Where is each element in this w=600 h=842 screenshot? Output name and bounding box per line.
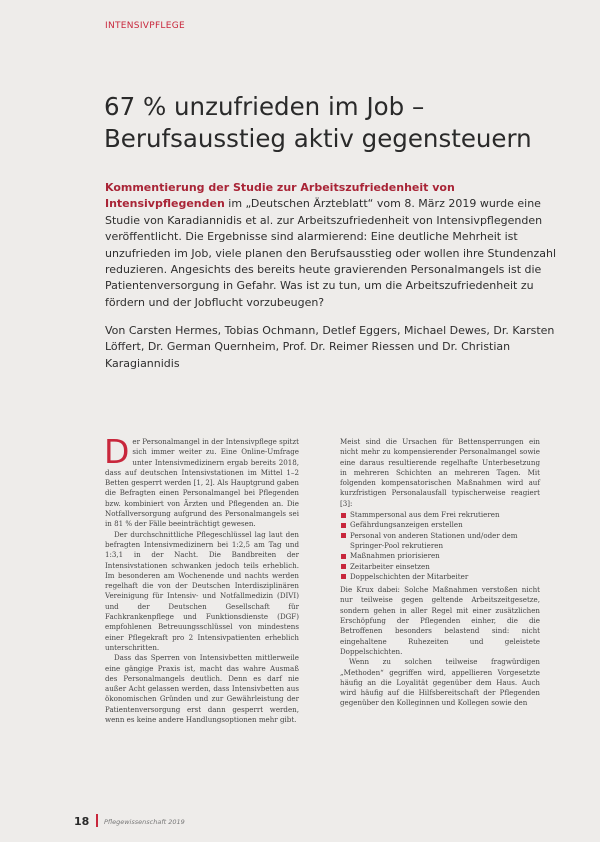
page-number: 18 — [74, 815, 90, 828]
body-paragraph-1-text: er Personalmangel in der Intensivpflege spitzt sich immer weiter zu. Eine Online-Umfrage unter Intensivmedizinern ergab bereits 2018, dass auf deutschen Intensivstationen im Mittel 1–2 Betten gesperrt werden [1, 2]. Als Hauptgrund gaben die Befragten einen Personalmangel bei Pflegenden bzw. kombiniert von Ärzten und Pflegenden an. Die Notfallversorgung aufgrund des Personalmangels sei in 81 % der Fälle beeinträchtigt gewesen. — [105, 437, 299, 529]
drop-cap: D — [104, 432, 130, 471]
lead-title: Kommentierung der Studie zur Arbeitszufriedenheit von Intensivpflegenden — [105, 181, 455, 211]
body-column-right — [340, 437, 540, 709]
author-byline: Von Carsten Hermes, Tobias Ochmann, Detlef Eggers, Michael Dewes, Dr. Karsten Löffert, Dr. German Quernheim, Prof. Dr. Reimer Riessen und Dr. Christian Karagiannidis — [105, 324, 555, 370]
list-item: Maßnahmen priorisieren — [340, 551, 540, 561]
article-headline — [104, 91, 574, 155]
body-paragraph-2: Der durchschnittliche Pflegeschlüssel lag laut den befragten Intensivmedizinern bei 1:2,5 am Tag und 1:3,1 in der Nacht. Die Bandbreiten der Intensivstationen schwanken jedoch teils erheblich. Im besonderen am Wochenende und nachts werden regelhaft die von der Deutschen Interdisziplinären Vereinigung für Intensiv- und Notfallmedizin (DIVI) und der Deutschen Gesellschaft für Fachkrankenpflege und Funktionsdienste (DGF) empfohlenen Betreuungsschlüssel von mindestens einer Pflegekraft pro 2 Intensivpatienten erheblich unterschritten. — [105, 529, 299, 652]
section-label: INTENSIVPFLEGE — [105, 21, 185, 31]
body-paragraph-4: Meist sind die Ursachen für Bettensperrungen ein nicht mehr zu kompensierender Personalmangel sowie eine daraus resultierende regelhafte Unterbesetzung in mehreren Schichten an mehreren Tagen. Mit folgenden kompensatorischen Maßnahmen wird auf kurzfristigen Personalausfall typischerweise reagiert [3]: — [340, 437, 540, 508]
lead-paragraph — [105, 180, 560, 311]
body-paragraph-1 — [104, 432, 299, 530]
journal-name: Pflegewissenschaft 2019 — [104, 818, 185, 826]
body-paragraph-6: Wenn zu solchen teilweise fragwürdigen „Methoden“ gegriffen wird, appellieren Vorgesetzte häufig an die Loyalität gegenüber dem Haus. Auch wird häufig auf die Hilfsbereitschaft der Pflegenden gegenüber den Kolleginnen und Kollegen sowie den — [340, 657, 540, 708]
list-item: Gefährdungsanzeigen erstellen — [340, 520, 540, 530]
footer-divider — [96, 814, 98, 827]
list-item: Personal von anderen Stationen und/oder dem Springer-Pool rekrutieren — [340, 531, 540, 552]
body-paragraph-3: Dass das Sperren von Intensivbetten mittlerweile eine gängige Praxis ist, macht das wahre Ausmaß des Personalmangels deutlich. Denn es darf nie außer Acht gelassen werden, dass Intensivbetten aus ökonomischen Gründen und zur Gewährleistung der Patientenversorgung erst dann gesperrt werden, wenn es keine andere Handlungsoptionen mehr gibt. — [105, 653, 299, 725]
lead-text: im „Deutschen Ärzteblatt“ vom 8. März 2019 wurde eine Studie von Karadiannidis et al. zur Arbeitszufriedenheit von Intensivpflegenden veröffentlicht. Die Ergebnisse sind alarmierend: Eine deutliche Mehrheit ist unzufrieden im Job, viele planen den Berufsausstieg oder wollen ihre Stundenzahl reduzieren. Angesichts des bereits heute gravierenden Personalmangels ist die Patientenversorgung in Gefahr. Was ist zu tun, um die Arbeitszufriedenheit zu fördern und der Jobflucht vorzubeugen? — [105, 197, 557, 309]
list-item: Zeitarbeiter einsetzen — [340, 562, 540, 572]
body-column-left — [104, 432, 299, 725]
headline-line-1: 67 % unzufrieden im Job – — [104, 92, 425, 121]
list-item: Stammpersonal aus dem Frei rekrutieren — [340, 510, 540, 520]
measures-list — [340, 510, 540, 582]
body-paragraph-5: Die Krux dabei: Solche Maßnahmen verstoßen nicht nur teilweise gegen geltende Arbeitszeitgesetze, sondern gehen in aller Regel mit einer zusätzlichen Erschöpfung der Pflegenden einher, die die Betroffenen besonders belastend sind: nicht eingehaltene Ruhezeiten und geleistete Doppelschichten. — [340, 585, 540, 656]
headline-line-2: Berufsausstieg aktiv gegensteuern — [104, 124, 532, 153]
list-item: Doppelschichten der Mitarbeiter — [340, 572, 540, 582]
